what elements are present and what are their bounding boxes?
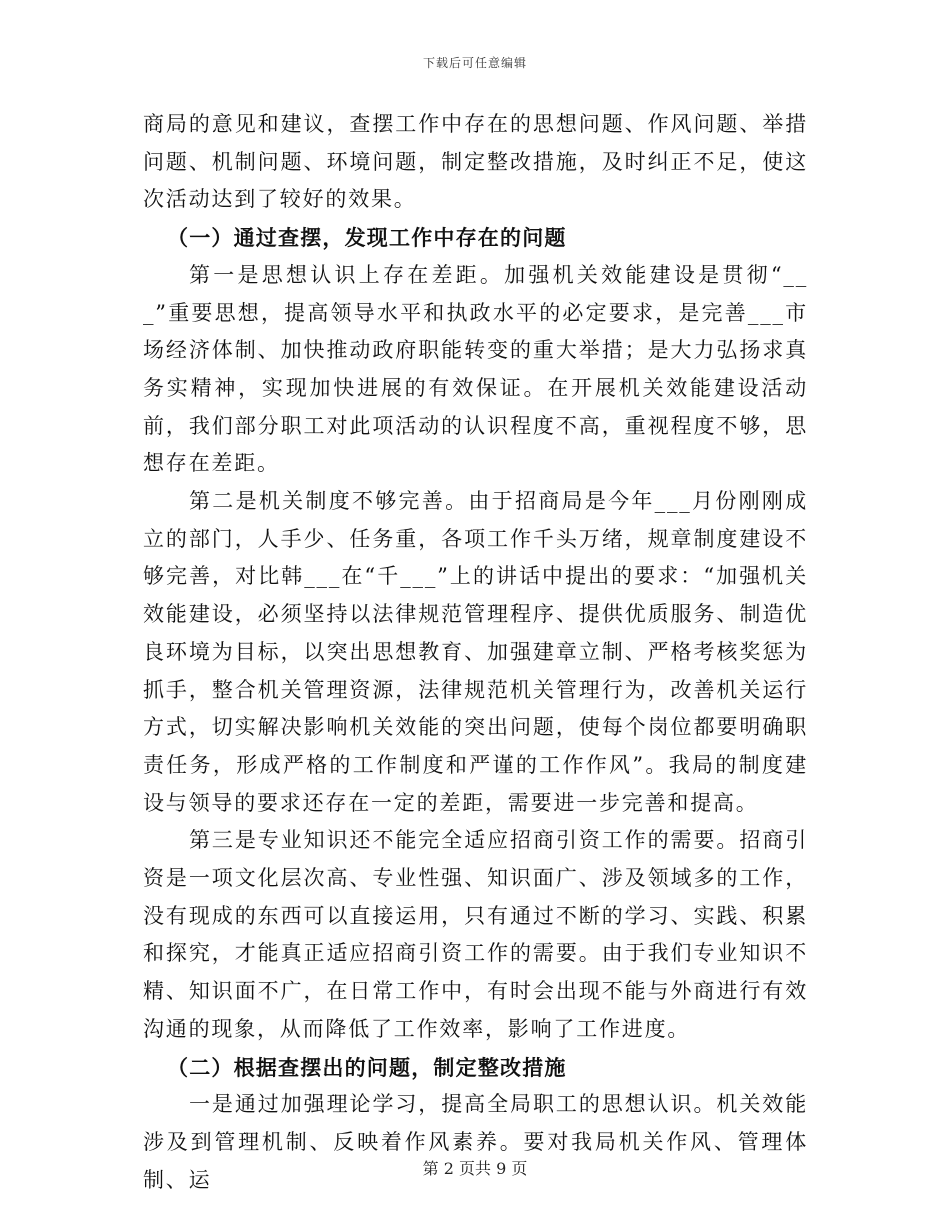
document-body — [143, 106, 808, 1199]
paragraph-point-1: 第一是思想认识上存在差距。加强机关效能建设是贯彻“___”重要思想，提高领导水平和执政水平的必定要求，是完善___市场经济体制、加快推动政府职能转变的重大举措；是大力弘扬求真务实精神，实现加快进展的有效保证。在开展机关效能建设活动前，我们部分职工对此项活动的认识程度不高，重视程度不够，思想存在差距。 — [143, 262, 808, 476]
paragraph-continuation: 商局的意见和建议，查摆工作中存在的思想问题、作风问题、举措问题、机制问题、环境问题，制定整改措施，及时纠正不足，使这次活动达到了较好的效果。 — [143, 112, 808, 212]
page-header: 下载后可任意编辑 — [422, 56, 527, 70]
paragraph-point-3: 第三是专业知识还不能完全适应招商引资工作的需要。招商引资是一项文化层次高、专业性强、知识面广、涉及领域多的工作，没有现成的东西可以直接运用，只有通过不断的学习、实践、积累和探究，才能真正适应招商引资工作的需要。由于我们专业知识不精、知识面不广，在日常工作中，有时会出现不能与外商进行有效沟通的现象，从而降低了工作效率，影响了工作进度。 — [143, 828, 808, 1041]
section-heading-1: （一）通过查摆，发现工作中存在的问题 — [167, 225, 567, 251]
paragraph-measure-1: 一是通过加强理论学习，提高全局职工的思想认识。机关效能涉及到管理机制、反映着作风素养。要对我局机关作风、管理体制、运 — [143, 1092, 808, 1192]
page-number: 第 2 页共 9 页 — [422, 1159, 528, 1178]
paragraph-point-2: 第二是机关制度不够完善。由于招商局是今年___月份刚刚成立的部门，人手少、任务重，各项工作千头万绪，规章制度建设不够完善，对比韩___在“千___”上的讲话中提出的要求：“加强机关效能建设，必须坚持以法律规范管理程序、提供优质服务、制造优良环境为目标，以突出思想教育、加强建章立制、严格考核奖惩为抓手，整合机关管理资源，法律规范机关管理行为，改善机关运行方式，切实解决影响机关效能的突出问题，使每个岗位都要明确职责任务，形成严格的工作制度和严谨的工作作风”。我局的制度建设与领导的要求还存在一定的差距，需要进一步完善和提高。 — [143, 489, 808, 815]
section-heading-2: （二）根据查摆出的问题，制定整改措施 — [167, 1054, 567, 1080]
